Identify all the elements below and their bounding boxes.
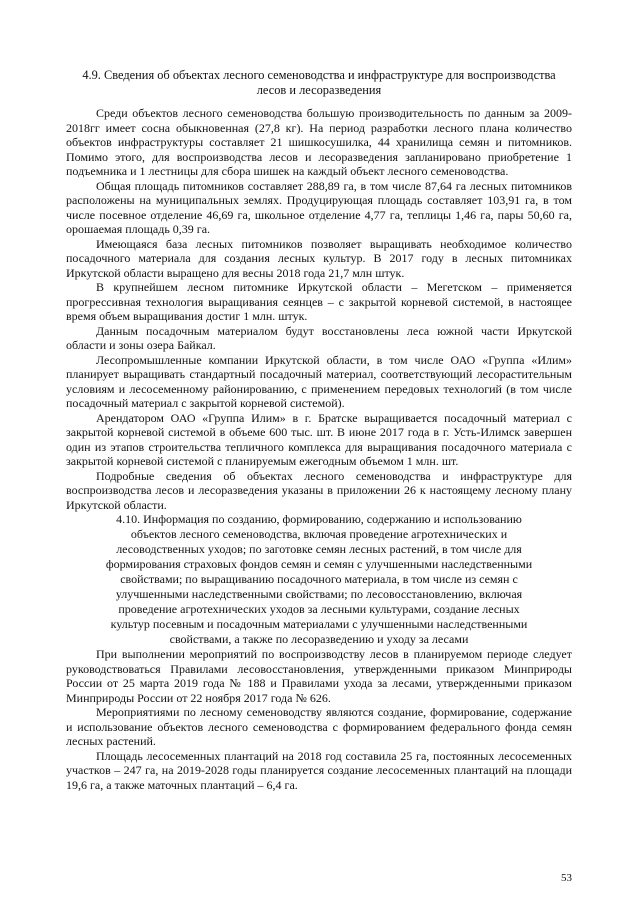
paragraph: Общая площадь питомников составляет 288,89 га, в том числе 87,64 га лесных питомников расположены на муниципальных землях. Продуцирующая площадь составляет 103,91 га, в том числе посевное отделение 46,69 га, школьное отделение 4,77 га, теплицы 1,46 га, пары 50,60 га, орошаемая площадь 0,39 га. (66, 178, 572, 236)
section-4-10-body (66, 647, 572, 792)
paragraph: Лесопромышленные компании Иркутской области, в том числе ОАО «Группа «Илим» планирует выращивать стандартный посадочный материал, соответствующий лесорастительным условиям и лесосеменному районированию, с применением передовых технологий (в том числе посадочный материал с закрытой корневой системой). (66, 352, 572, 410)
section-4-10-title-line: свойствами, а также по лесоразведению и уходу за лесами (169, 632, 469, 646)
page-number: 53 (561, 872, 572, 884)
section-4-10-title-line: культур посевным и посадочным материалами с улучшенными наследственными (110, 617, 528, 631)
paragraph: Имеющаяся база лесных питомников позволяет выращивать необходимое количество посадочного материала для создания лесных культур. В 2017 году в лесных питомниках Иркутской области выращено для весны 2018 года 21,7 млн штук. (66, 236, 572, 280)
section-4-10-title-line: проведение агротехнических уходов за лесными культурами, создание лесных (118, 602, 520, 616)
section-4-10-title-line: объектов лесного семеноводства, включая проведение агротехнических и (130, 527, 508, 541)
paragraph: Подробные сведения об объектах лесного семеноводства и инфраструктуре для воспроизводства лесов и лесоразведения указаны в приложении 26 к настоящему лесному плану Иркутской области. (66, 468, 572, 512)
section-4-9-title-line-1: 4.9. Сведения об объектах лесного семеноводства и инфраструктуре для воспроизводства (82, 68, 556, 82)
section-4-10-title-line: улучшенными наследственными свойствами; по лесовосстановлению, включая (115, 587, 523, 601)
paragraph: В крупнейшем лесном питомнике Иркутской области – Мегетском – применяется прогрессивная технология выращивания сеянцев – с закрытой корневой системой, в настоящее время объем выращивания достиг 1 млн. штук. (66, 280, 572, 323)
paragraph: Площадь лесосеменных плантаций на 2018 год составила 25 га, постоянных лесосеменных участков – 247 га, на 2019-2028 годы планируется создание лесосеменных плантаций на площади 19,6 га, а также маточных плантаций – 6,4 га. (66, 748, 572, 792)
section-4-10-title-line: формирования страховых фондов семян и семян с улучшенными наследственными (105, 557, 533, 571)
paragraph: При выполнении мероприятий по воспроизводству лесов в планируемом периоде следует руководствоваться Правилами лесовосстановления, утвержденными приказом Минприроды России от 25 марта 2019 года № 188 и Правилами ухода за лесами, утвержденными приказом Минприроды России от 22 ноября 2017 года № 626. (66, 647, 572, 705)
paragraph: Данным посадочным материалом будут восстановлены леса южной части Иркутской области и зоны озера Байкал. (66, 323, 572, 352)
section-4-10-title (66, 512, 572, 647)
paragraph: Среди объектов лесного семеноводства большую производительность по данным за 2009-2018гг имеет сосна обыкновенная (27,8 кг). На период разработки лесного плана количество объектов инфраструктуры составляет 21 шишкосушилка, 44 хранилища семян и питомников. Помимо этого, для воспроизводства лесов и лесоразведения запланировано приобретение 1 подъемника и 1 лестницы для сбора шишек на каждый объект лесного семеноводства. (66, 106, 572, 178)
section-4-10-title-line: свойствами; по выращиванию посадочного материала, в том числе из семян с (120, 572, 518, 586)
section-4-9-body (66, 106, 572, 512)
section-4-10-title-line: лесоводственных уходов; по заготовке семян лесных растений, в том числе для (116, 542, 522, 556)
section-4-10-title-line: 4.10. Информация по созданию, формированию, содержанию и использованию (116, 512, 522, 526)
section-4-9-title-line-2: лесов и лесоразведения (256, 83, 382, 97)
section-4-9-title (66, 68, 572, 98)
paragraph: Арендатором ОАО «Группа Илим» в г. Братске выращивается посадочный материал с закрытой корневой системой в объеме 600 тыс. шт. В июне 2017 года в г. Усть-Илимск завершен один из этапов строительства тепличного комплекса для выращивания посадочного материала с закрытой корневой системой с планируемым ежегодным объемом 1 млн. шт. (66, 410, 572, 468)
paragraph: Мероприятиями по лесному семеноводству являются создание, формирование, содержание и использование объектов лесного семеноводства с формированием федерального фонда семян лесных растений. (66, 705, 572, 748)
